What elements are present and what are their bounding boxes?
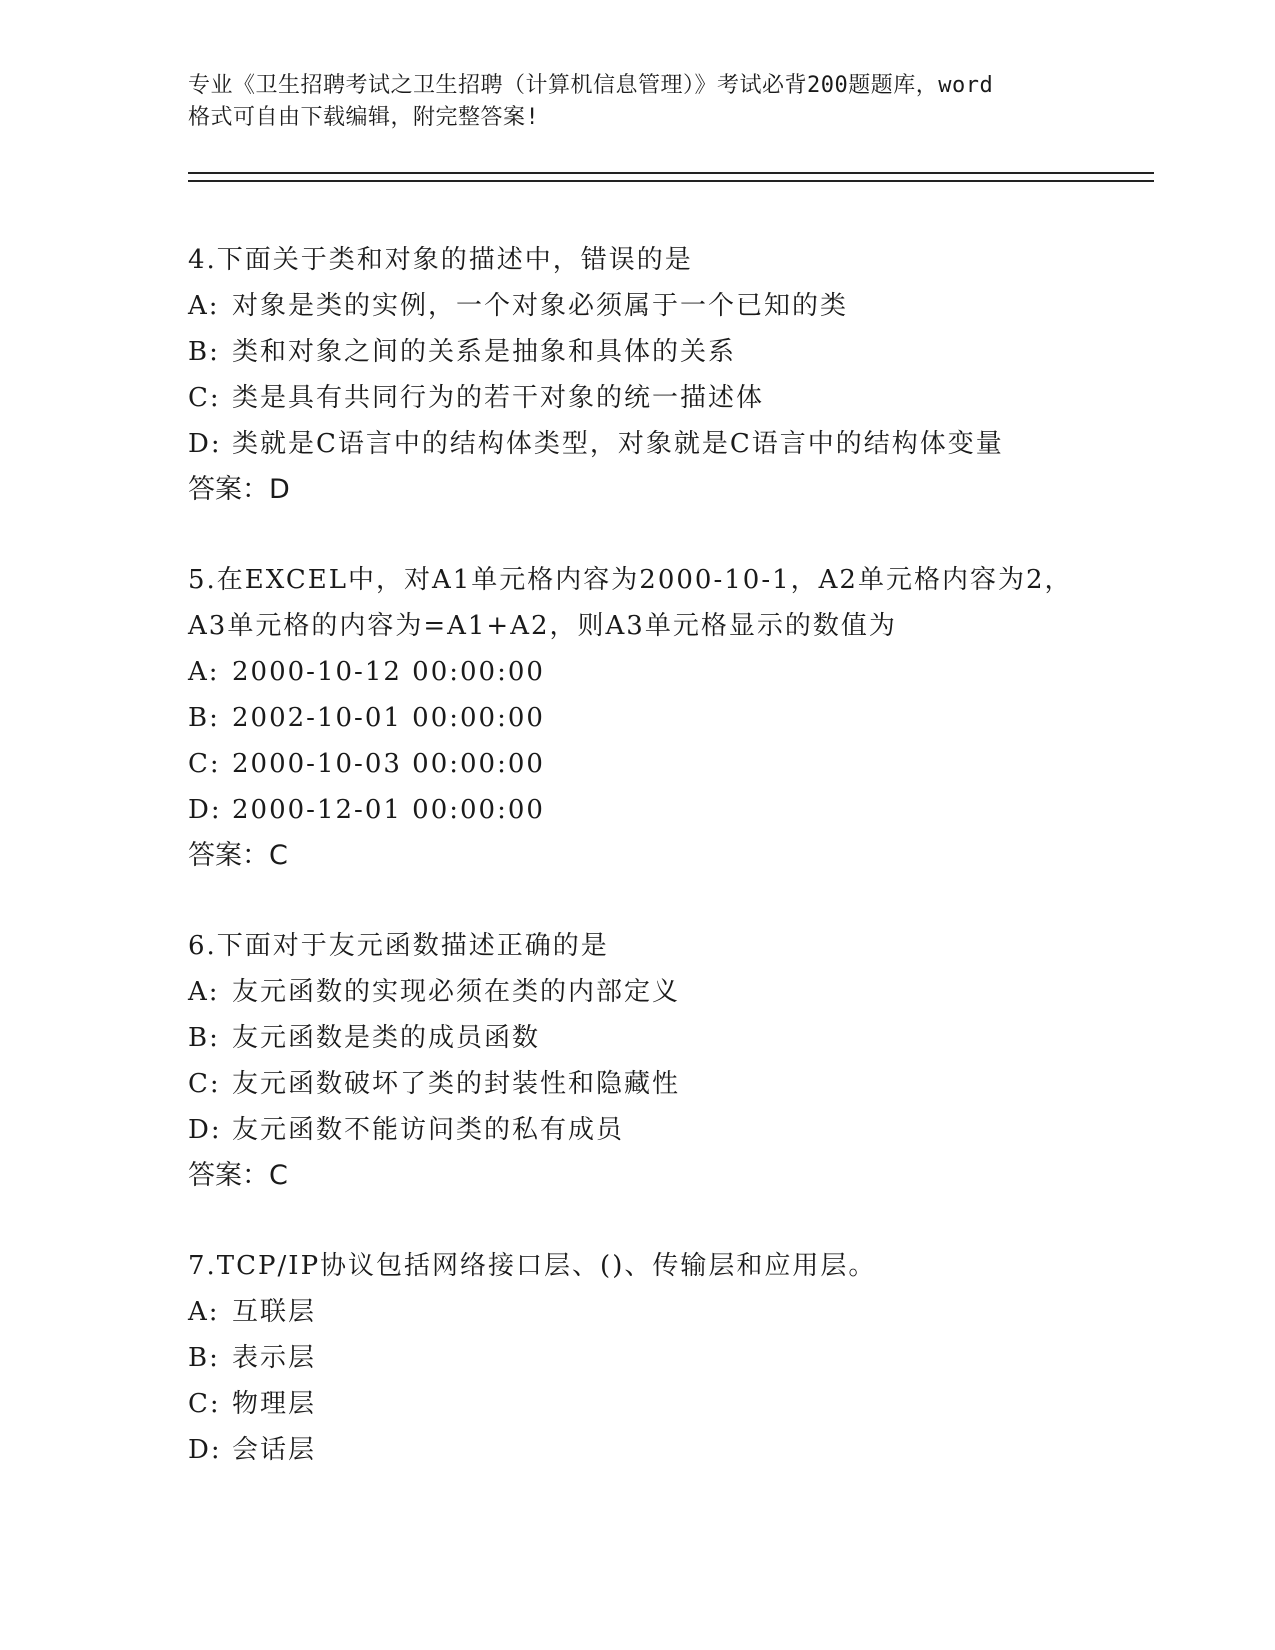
option-key: A: xyxy=(188,977,220,1007)
document-header xyxy=(188,70,1154,134)
option-key: D: xyxy=(188,795,222,825)
option-b xyxy=(188,329,1154,375)
question-stem: 5.在EXCEL中，对A1单元格内容为2000-10-1，A2单元格内容为2， xyxy=(188,565,1073,595)
header-line-1: 专业《卫生招聘考试之卫生招聘（计算机信息管理）》考试必背200题题库，word xyxy=(188,73,994,98)
header-line-2: 格式可自由下载编辑，附完整答案! xyxy=(188,105,540,130)
answer-line: 答案：C xyxy=(188,1160,288,1191)
question-stem: 6.下面对于友元函数描述正确的是 xyxy=(188,931,609,961)
question-block xyxy=(188,557,1154,879)
option-b xyxy=(188,695,1154,741)
option-key: C: xyxy=(188,383,221,413)
option-d xyxy=(188,787,1154,833)
question-block xyxy=(188,237,1154,513)
option-key: A: xyxy=(188,291,220,321)
option-text: 物理层 xyxy=(232,1389,317,1419)
option-d xyxy=(188,1107,1154,1153)
option-c xyxy=(188,1061,1154,1107)
question-block xyxy=(188,923,1154,1199)
question-stem: 4.下面关于类和对象的描述中，错误的是 xyxy=(188,245,693,275)
option-key: B: xyxy=(188,1343,220,1373)
option-text: 互联层 xyxy=(232,1297,317,1327)
option-b xyxy=(188,1015,1154,1061)
option-text: 2000-10-03 00:00:00 xyxy=(232,749,545,779)
question-stem: 7.TCP/IP协议包括网络接口层、()、传输层和应用层。 xyxy=(188,1251,877,1281)
option-a xyxy=(188,1289,1154,1335)
option-text: 2000-12-01 00:00:00 xyxy=(232,795,545,825)
option-text: 对象是类的实例，一个对象必须属于一个已知的类 xyxy=(232,291,849,321)
option-key: B: xyxy=(188,703,220,733)
question-stem-continued: A3单元格的内容为=A1+A2，则A3单元格显示的数值为 xyxy=(188,611,897,641)
option-text: 友元函数是类的成员函数 xyxy=(232,1023,541,1053)
option-text: 友元函数的实现必须在类的内部定义 xyxy=(232,977,681,1007)
document-page xyxy=(188,70,1154,1473)
option-key: D: xyxy=(188,429,222,459)
option-key: B: xyxy=(188,337,220,367)
option-text: 2000-10-12 00:00:00 xyxy=(232,657,545,687)
option-b xyxy=(188,1335,1154,1381)
option-text: 会话层 xyxy=(232,1435,317,1465)
option-text: 表示层 xyxy=(232,1343,317,1373)
option-c xyxy=(188,741,1154,787)
option-a xyxy=(188,283,1154,329)
option-c xyxy=(188,1381,1154,1427)
option-text: 类就是C语言中的结构体类型，对象就是C语言中的结构体变量 xyxy=(232,429,1004,459)
answer-line: 答案：D xyxy=(188,474,290,505)
option-key: C: xyxy=(188,1069,221,1099)
option-key: A: xyxy=(188,657,220,687)
option-a xyxy=(188,649,1154,695)
option-key: D: xyxy=(188,1435,222,1465)
option-text: 友元函数破坏了类的封装性和隐藏性 xyxy=(232,1069,681,1099)
option-text: 友元函数不能访问类的私有成员 xyxy=(232,1115,625,1145)
question-block xyxy=(188,1243,1154,1473)
option-key: A: xyxy=(188,1297,220,1327)
answer-line: 答案：C xyxy=(188,840,288,871)
option-d xyxy=(188,421,1154,467)
option-text: 类和对象之间的关系是抽象和具体的关系 xyxy=(232,337,737,367)
option-key: C: xyxy=(188,1389,221,1419)
header-double-rule xyxy=(188,172,1154,182)
option-key: B: xyxy=(188,1023,220,1053)
option-a xyxy=(188,969,1154,1015)
option-key: C: xyxy=(188,749,221,779)
option-key: D: xyxy=(188,1115,222,1145)
option-c xyxy=(188,375,1154,421)
option-d xyxy=(188,1427,1154,1473)
option-text: 2002-10-01 00:00:00 xyxy=(232,703,545,733)
option-text: 类是具有共同行为的若干对象的统一描述体 xyxy=(232,383,765,413)
